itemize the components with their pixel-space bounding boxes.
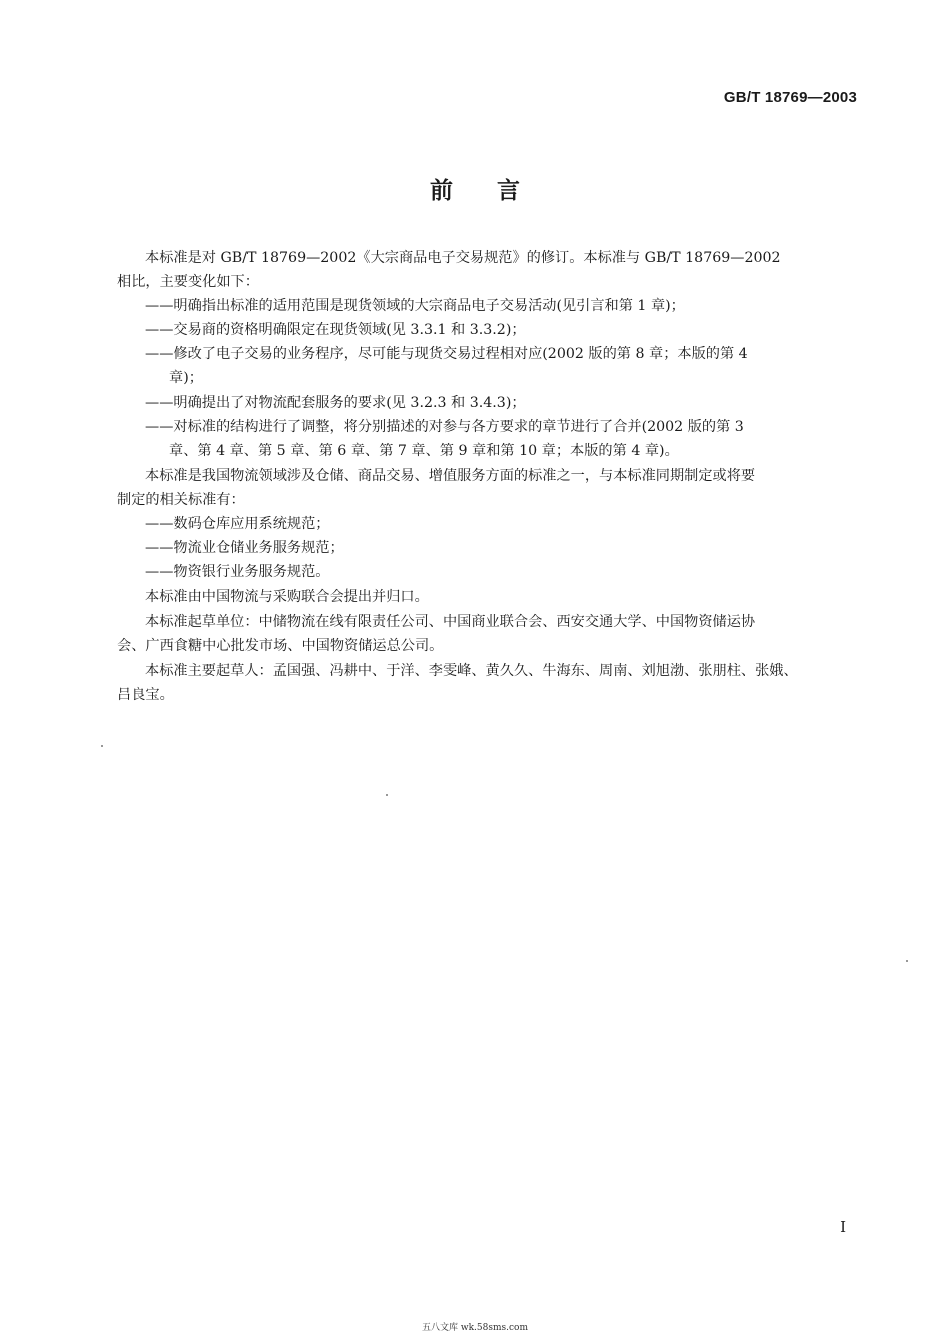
list-item: ——交易商的资格明确限定在现货领域(见 3.3.1 和 3.3.2)； <box>145 322 526 338</box>
watermark-footer: 五八文库 wk.58sms.com <box>422 1323 528 1333</box>
paragraph-line: 吕良宝。 <box>117 687 174 703</box>
paragraph-line: 本标准由中国物流与采购联合会提出并归口。 <box>145 589 429 605</box>
scan-speck <box>906 960 908 962</box>
list-item-continuation: 章)； <box>169 370 203 386</box>
foreword-body <box>117 246 858 707</box>
paragraph-line: 本标准主要起草人：孟国强、冯耕中、于洋、李雯峰、黄久久、牛海东、周南、刘旭渤、张朋柱、张娥、 <box>145 663 798 679</box>
paragraph-line: 本标准起草单位：中储物流在线有限责任公司、中国商业联合会、西安交通大学、中国物资储运协 <box>145 614 756 630</box>
list-item: ——物资银行业务服务规范。 <box>145 564 330 580</box>
page-number: I <box>840 1218 846 1236</box>
list-item: ——修改了电子交易的业务程序，尽可能与现货交易过程相对应(2002 版的第 8 章；本版的第 4 <box>145 346 748 362</box>
list-item: ——对标准的结构进行了调整，将分别描述的对参与各方要求的章节进行了合并(2002 版的第 3 <box>145 419 744 435</box>
paragraph-line: 相比，主要变化如下： <box>117 274 259 290</box>
list-item: ——数码仓库应用系统规范； <box>145 516 330 532</box>
list-item: ——物流业仓储业务服务规范； <box>145 540 344 556</box>
list-item: ——明确指出标准的适用范围是现货领域的大宗商品电子交易活动(见引言和第 1 章)； <box>145 298 685 314</box>
list-item-continuation: 章、第 4 章、第 5 章、第 6 章、第 7 章、第 9 章和第 10 章；本版的第 4 章)。 <box>169 443 679 459</box>
scan-speck <box>386 794 388 796</box>
page-title: 前言 <box>430 178 564 204</box>
scan-speck <box>101 745 103 747</box>
paragraph-line: 制定的相关标准有： <box>117 492 245 508</box>
paragraph-line: 会、广西食糖中心批发市场、中国物资储运总公司。 <box>117 638 444 654</box>
paragraph-line: 本标准是我国物流领域涉及仓储、商品交易、增值服务方面的标准之一，与本标准同期制定或将要 <box>145 468 756 484</box>
standard-number: GB/T 18769—2003 <box>723 89 857 106</box>
paragraph-line: 本标准是对 GB/T 18769—2002《大宗商品电子交易规范》的修订。本标准与 GB/T 18769—2002 <box>145 250 781 266</box>
list-item: ——明确提出了对物流配套服务的要求(见 3.2.3 和 3.4.3)； <box>145 395 526 411</box>
